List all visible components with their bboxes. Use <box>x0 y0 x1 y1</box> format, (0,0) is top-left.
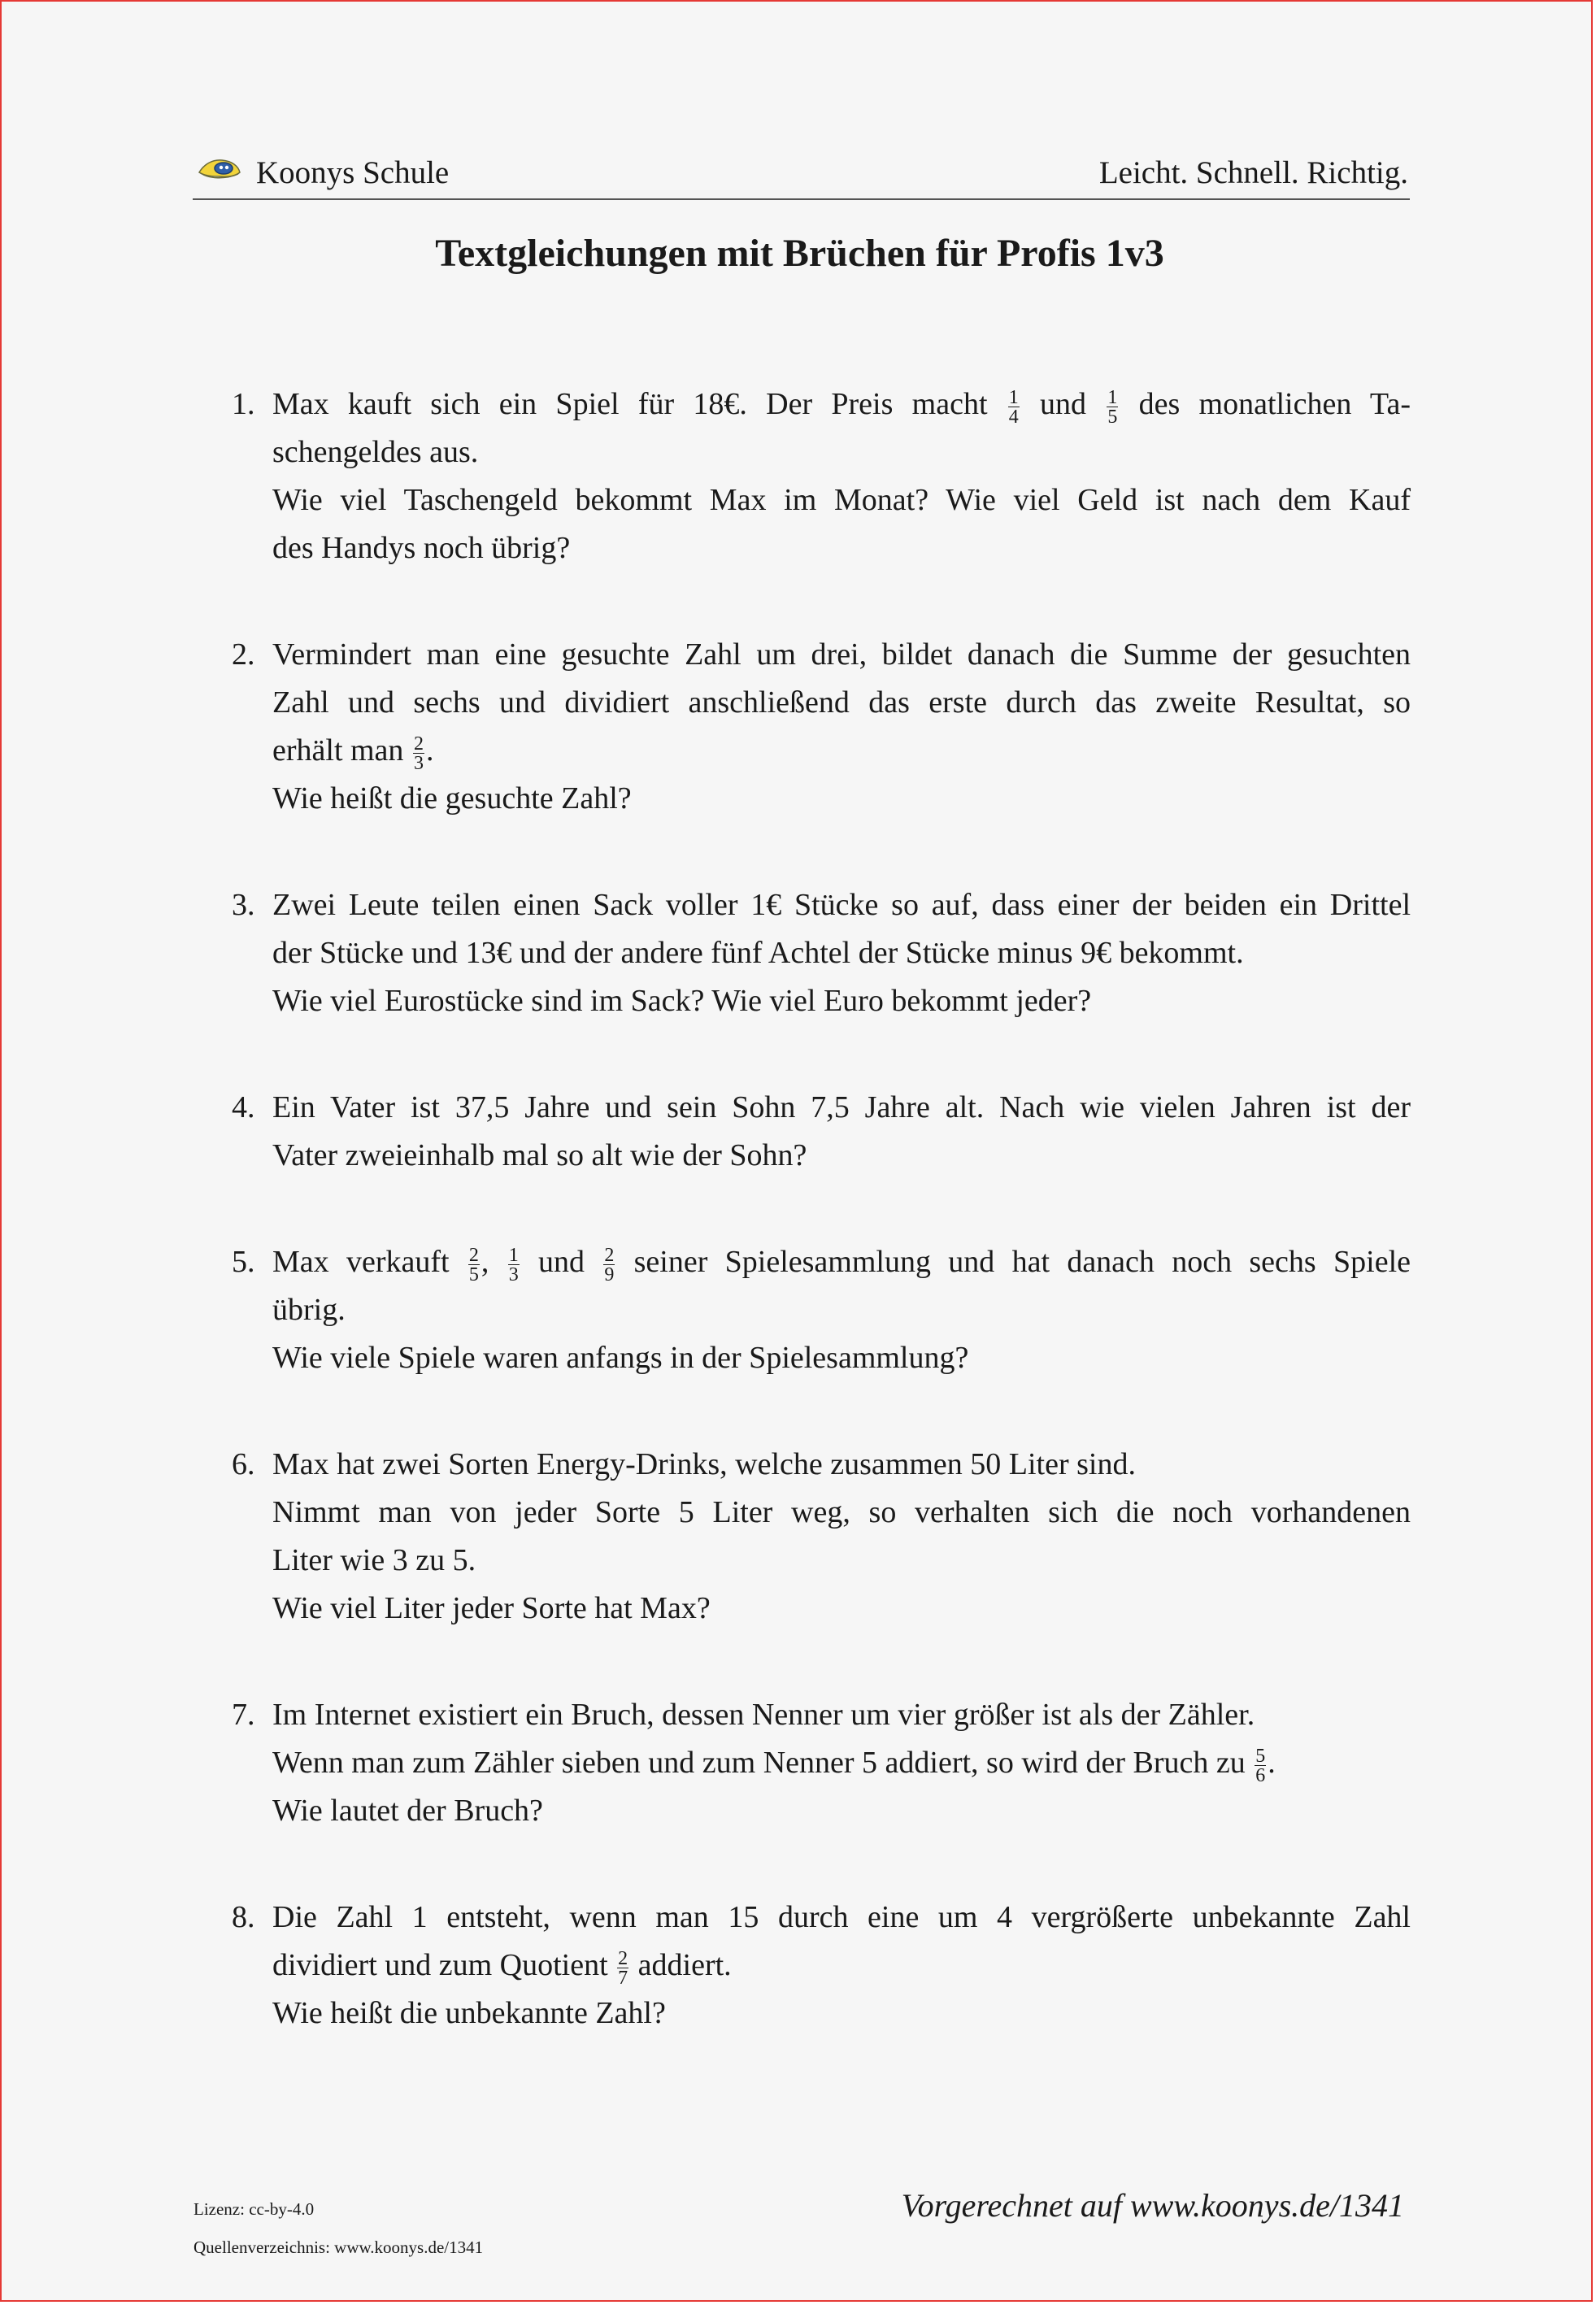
task-text: Wie heißt die gesuchte Zahl? <box>272 781 632 815</box>
fraction <box>1008 386 1020 428</box>
fraction-denominator: 3 <box>413 752 424 774</box>
task-text: Wenn man zum Zähler sieben und zum Nenner 5 addiert, so wird der Bruch zu <box>272 1746 1254 1780</box>
task-item <box>232 631 1411 823</box>
task-line <box>272 381 1411 428</box>
slogan: Leicht. Schnell. Richtig. <box>1098 155 1408 190</box>
task-text: Zwei Leute teilen einen Sack voller 1€ Stücke so auf, dass einer der beiden ein Drittel <box>272 888 1411 922</box>
task-text: Wie viel Liter jeder Sorte hat Max? <box>272 1591 711 1625</box>
task-text: und <box>1020 387 1106 421</box>
fraction <box>508 1246 520 1285</box>
fraction-denominator: 3 <box>508 1263 519 1285</box>
task-line <box>272 1894 1411 1942</box>
task-line <box>272 1739 1411 1787</box>
fraction-denominator: 7 <box>618 1967 628 1989</box>
task-item <box>232 1691 1411 1835</box>
fraction-numerator: 2 <box>604 1244 615 1266</box>
fraction-denominator: 5 <box>1107 406 1118 428</box>
task-text: Wie heißt die unbekannte Zahl? <box>272 1996 666 2030</box>
task-text: seiner Spielesammlung und hat danach noch sechs Spiele <box>616 1245 1411 1279</box>
task-text: Ein Vater ist 37,5 Jahre und sein Sohn 7,5 Jahre alt. Nach wie vielen Jahren ist der <box>272 1090 1411 1124</box>
task-item <box>232 1894 1411 2038</box>
task-line <box>272 1084 1411 1132</box>
task-number: 3. <box>232 888 255 922</box>
task-text: . <box>1268 1746 1276 1780</box>
task-text: Vermindert man eine gesuchte Zahl um drei, bildet danach die Summe der gesuchten <box>272 637 1411 672</box>
task-line <box>272 1238 1411 1286</box>
fraction <box>413 735 424 773</box>
task-number: 8. <box>232 1900 255 1934</box>
fraction-numerator: 2 <box>413 733 424 755</box>
task-line <box>272 1787 1411 1835</box>
task-item <box>232 381 1411 572</box>
task-line <box>272 1585 1411 1633</box>
task-line <box>272 428 1411 476</box>
task-number: 2. <box>232 637 255 672</box>
fraction-numerator: 2 <box>468 1244 479 1266</box>
fraction-denominator: 6 <box>1255 1764 1266 1786</box>
fraction-numerator: 5 <box>1255 1745 1266 1767</box>
task-text: Wie viele Spiele waren anfangs in der Spielesammlung? <box>272 1341 969 1375</box>
task-line <box>272 1441 1411 1489</box>
task-text: , <box>481 1245 507 1279</box>
task-line <box>272 727 1411 775</box>
fraction-numerator: 1 <box>508 1244 519 1266</box>
task-number: 4. <box>232 1090 255 1124</box>
task-item <box>232 1441 1411 1633</box>
license-note: Lizenz: cc-by-4.0 <box>194 2199 315 2219</box>
page-title: Textgleichungen mit Brüchen für Profis 1v3 <box>435 232 1164 275</box>
task-line <box>272 524 1411 572</box>
task-line <box>272 1537 1411 1585</box>
task-text: Zahl und sechs und dividiert anschließend das erste durch das zweite Resultat, so <box>272 685 1411 720</box>
task-text: und <box>520 1245 602 1279</box>
task-number: 5. <box>232 1245 255 1279</box>
task-line <box>272 1489 1411 1537</box>
task-line <box>272 929 1411 977</box>
task-line <box>272 1942 1411 1990</box>
task-text: schengeldes aus. <box>272 435 479 469</box>
sources-note: Quellenverzeichnis: www.koonys.de/1341 <box>194 2238 484 2257</box>
task-text: Vater zweieinhalb mal so alt wie der Sohn? <box>272 1138 807 1172</box>
task-item <box>232 1238 1411 1382</box>
task-line <box>272 679 1411 727</box>
task-text: Die Zahl 1 entsteht, wenn man 15 durch eine um 4 vergrößerte unbekannte Zahl <box>272 1900 1411 1934</box>
task-text: Max verkauft <box>272 1245 467 1279</box>
task-line <box>272 1132 1411 1180</box>
fraction-numerator: 2 <box>618 1947 628 1969</box>
task-line <box>272 1990 1411 2038</box>
task-line <box>272 881 1411 929</box>
task-list <box>232 381 1411 2096</box>
koony-logo-icon <box>198 154 241 184</box>
task-text: Wie viel Eurostücke sind im Sack? Wie viel Euro bekommt jeder? <box>272 984 1092 1018</box>
task-text: Liter wie 3 zu 5. <box>272 1543 476 1577</box>
task-text: Wie viel Taschengeld bekommt Max im Monat? Wie viel Geld ist nach dem Kauf <box>272 483 1411 517</box>
fraction-numerator: 1 <box>1107 386 1118 408</box>
fraction <box>1255 1747 1266 1785</box>
task-text: Max kauft sich ein Spiel für 18€. Der Preis macht <box>272 387 1007 421</box>
brand-name: Koonys Schule <box>256 155 450 190</box>
task-text: Im Internet existiert ein Bruch, dessen Nenner um vier größer ist als der Zähler. <box>272 1698 1255 1732</box>
fraction <box>603 1246 615 1285</box>
solution-link[interactable]: Vorgerechnet auf www.koonys.de/1341 <box>901 2187 1404 2224</box>
task-text: Max hat zwei Sorten Energy-Drinks, welche zusammen 50 Liter sind. <box>272 1447 1136 1481</box>
page-header <box>193 148 1410 200</box>
task-line <box>272 775 1411 823</box>
task-line <box>272 1691 1411 1739</box>
fraction-denominator: 5 <box>468 1263 479 1285</box>
task-text: des Handys noch übrig? <box>272 531 571 565</box>
task-line <box>272 1286 1411 1334</box>
task-text: übrig. <box>272 1293 346 1327</box>
fraction-numerator: 1 <box>1008 386 1019 408</box>
task-line <box>272 977 1411 1025</box>
task-text: der Stücke und 13€ und der andere fünf Achtel der Stücke minus 9€ bekommt. <box>272 936 1244 970</box>
fraction <box>1107 386 1118 428</box>
task-number: 7. <box>232 1698 255 1732</box>
fraction <box>468 1246 480 1285</box>
task-line <box>272 1334 1411 1382</box>
fraction-denominator: 9 <box>604 1263 615 1285</box>
task-text: addiert. <box>630 1948 732 1982</box>
task-number: 1. <box>232 387 255 421</box>
task-item <box>232 881 1411 1025</box>
task-text: . <box>425 733 434 768</box>
task-line <box>272 631 1411 679</box>
task-text: Nimmt man von jeder Sorte 5 Liter weg, so verhalten sich die noch vorhandenen <box>272 1495 1411 1529</box>
task-text: erhält man <box>272 733 411 768</box>
task-line <box>272 476 1411 524</box>
task-text: Wie lautet der Bruch? <box>272 1794 543 1828</box>
task-number: 6. <box>232 1447 255 1481</box>
task-item <box>232 1084 1411 1180</box>
fraction-denominator: 4 <box>1008 406 1019 428</box>
fraction <box>617 1947 628 1989</box>
task-text: dividiert und zum Quotient <box>272 1948 616 1982</box>
task-text: des monatlichen Ta- <box>1120 387 1411 421</box>
